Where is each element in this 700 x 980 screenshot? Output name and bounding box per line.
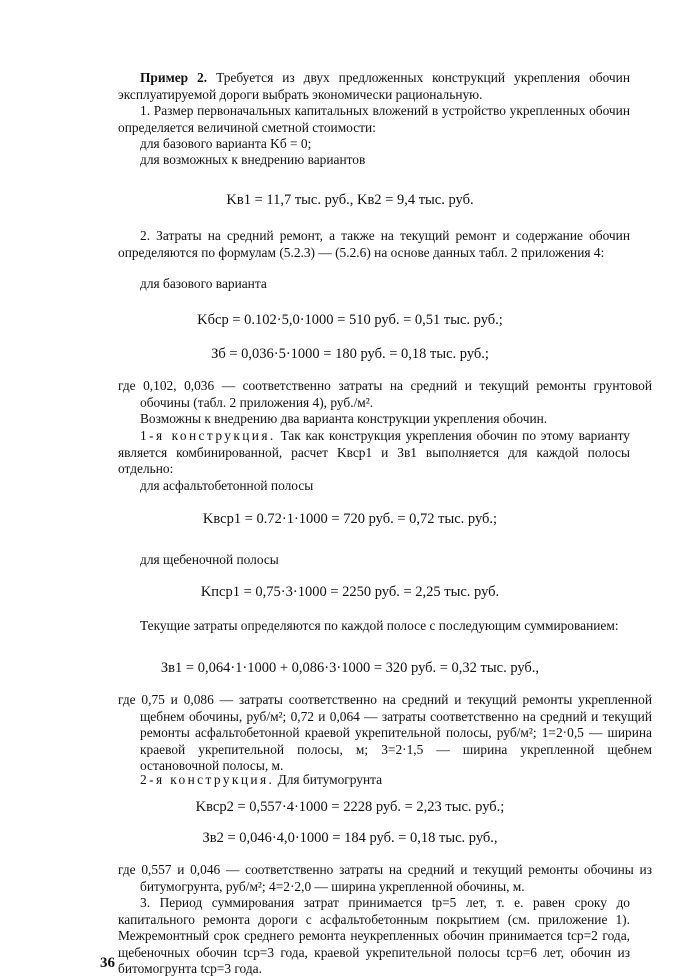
paragraph-3: 3. Период суммирования затрат принимается tр=5 лет, т. е. равен сроку до капитального ремонта дороги с асфальтобетонным покрытием (см. приложение 1). Межремонтный срок среднего ремонта неукрепленных обочин принимается tср=2 года, щебеночных обочин tср=3 года, краевой укрепительной полосы tср=6 лет, обочин из битомогрунта tср=3 года. [118, 895, 630, 976]
construction-2-text: Для битумогрунта [274, 772, 383, 787]
current-costs-paragraph: Текущие затраты определяются по каждой полосе с последующим суммированием: [140, 618, 619, 633]
two-variants-line: Возможны к внедрению два варианта конструкции укрепления обочин. [140, 411, 548, 426]
construction-2-label: 2-я конструкция. [140, 772, 275, 787]
construction-1-text: Так как конструкция укрепления обочин по этому варианту является комбинированной, расчет Kвср1 и Зв1 выполняется для каждой полосы отдельно: [118, 428, 631, 476]
formula-capital-investments: Kв1 = 11,7 тыс. руб., Kв2 = 9,4 тыс. руб. [226, 192, 474, 208]
formula-bitumen-current: Зв2 = 0,046·4,0·1000 = 184 руб. = 0,18 тыс. руб., [202, 830, 498, 846]
base-variant-line: для базового варианта Kб = 0; [140, 136, 312, 151]
formula-bitumen-repair: Kвср2 = 0,557·4·1000 = 2228 руб. = 2,23 тыс. руб.; [195, 799, 505, 815]
paragraph-2: 2. Затраты на средний ремонт, а также на текущий ремонт и содержание обочин определяются по формулам (5.2.3) — (5.2.6) на основе данных табл. 2 приложения 4: [118, 228, 630, 260]
formula-base-current-cost: Зб = 0,036·5·1000 = 180 руб. = 0,18 тыс. руб.; [211, 346, 489, 362]
base-variant-line-2: для базового варианта [140, 276, 267, 291]
formula-base-repair-cost: Kбср = 0.102·5,0·1000 = 510 руб. = 0,51 тыс. руб.; [197, 312, 503, 328]
formula-asphalt-repair: Kвср1 = 0.72·1·1000 = 720 руб. = 0,72 тыс. руб.; [202, 511, 498, 527]
construction-1-paragraph [118, 428, 630, 478]
formula-gravel-repair: Kпср1 = 0,75·3·1000 = 2250 руб. = 2,25 тыс. руб. [200, 584, 500, 600]
gravel-strip-line: для щебеночной полосы [140, 552, 279, 567]
where-note-3: где 0,557 и 0,046 — соответственно затраты на средний и текущий ремонты обочины из битумогрунта, руб/м²; 4=2·2,0 — ширина укрепленной обочины, м. [118, 862, 652, 894]
example-label: Пример 2. [140, 70, 208, 85]
construction-1-label: 1-я конструкция. [140, 428, 276, 443]
where-note-2: где 0,75 и 0,086 — затраты соответственно на средний и текущий ремонты укрепленной щебнем обочины, руб/м²; 0,72 и 0,064 — затраты соответственно на средний и текущий ремонты асфальтобетонной краевой укрепительной полосы, руб/м²; 1=2·0,5 — ширина краевой укрепительной полосы, м; 3=2·1,5 — ширина укрепленной щебнем остановочной полосы, м. [118, 692, 652, 773]
asphalt-strip-line: для асфальтобетонной полосы [140, 478, 314, 493]
possible-variants-line: для возможных к внедрению вариантов [140, 152, 366, 167]
page-number: 36 [100, 955, 115, 971]
example-heading-paragraph [118, 70, 630, 103]
construction-2-paragraph [118, 772, 630, 789]
paragraph-1: 1. Размер первоначальных капитальных вложений в устройство укрепленных обочин определяется величиной сметной стоимости: [118, 103, 630, 135]
example-text: Требуется из двух предложенных конструкций укрепления обочин эксплуатируемой дороги выбрать экономически рациональную. [118, 70, 631, 102]
formula-current-costs-1: Зв1 = 0,064·1·1000 + 0,086·3·1000 = 320 руб. = 0,32 тыс. руб., [160, 660, 540, 676]
where-note-1: где 0,102, 0,036 — соответственно затраты на средний и текущий ремонты грунтовой обочины (табл. 2 приложения 4), руб./м². [118, 378, 652, 410]
